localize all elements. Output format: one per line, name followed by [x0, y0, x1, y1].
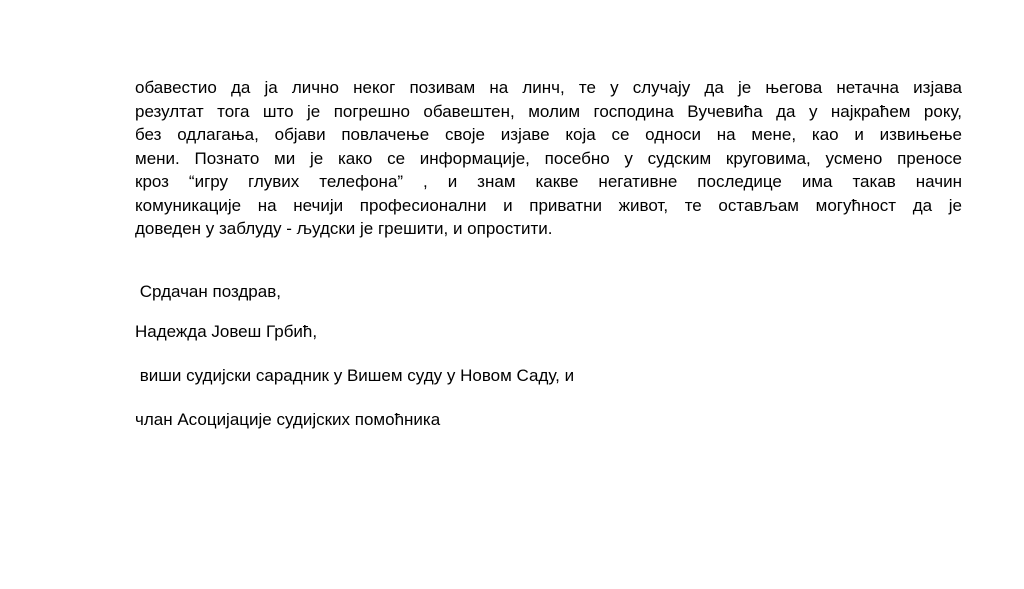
paragraph-line: комуникације на нечији професионални и приватни живот, те остављам могућност да је — [135, 195, 962, 215]
signature-title: виши судијски сарадник у Вишем суду у Новом Саду, и — [135, 366, 575, 385]
letter-paragraph — [135, 76, 962, 241]
paragraph-line: обавестио да ја лично неког позивам на линч, те у случају да је његова нетачна изјава — [135, 78, 962, 97]
signature-name: Надежда Јовеш Грбић, — [135, 322, 318, 341]
paragraph-line: доведен у заблуду - људски је грешити, и опростити. — [135, 219, 553, 238]
paragraph-line: мени. Познато ми је како се информације, посебно у судским круговима, усмено преносе — [135, 148, 962, 168]
signature-membership: члан Асоцијације судијских помоћника — [135, 410, 441, 429]
paragraph-line: кроз “игру глувих телефона” , и знам какве негативне последице има такав начин — [135, 172, 962, 191]
paragraph-line: без одлагања, објави повлачење своје изјаве која се односи на мене, као и извињење — [135, 125, 962, 144]
closing-greeting: Срдачан поздрав, — [135, 282, 281, 301]
paragraph-line: резултат тога што је погрешно обавештен, молим господина Вучевића да у најкраћем року, — [135, 101, 962, 121]
